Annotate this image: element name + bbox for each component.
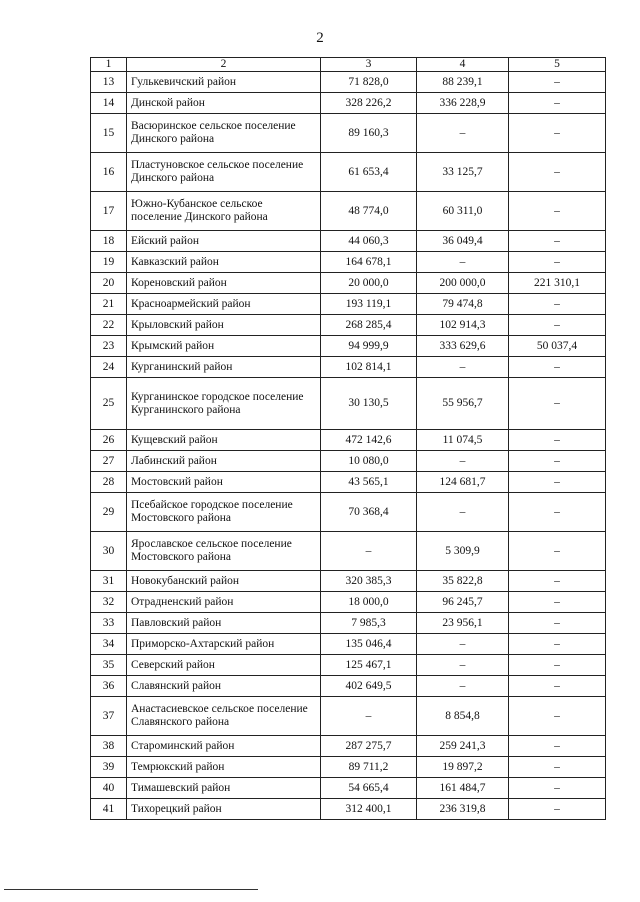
table-row <box>91 736 606 757</box>
row-value-col4: 60 311,0 <box>417 192 509 231</box>
row-number: 26 <box>91 430 127 451</box>
row-value-col3: 102 814,1 <box>321 357 417 378</box>
table-row <box>91 114 606 153</box>
row-value-col3: 94 999,9 <box>321 336 417 357</box>
row-value-col3: 54 665,4 <box>321 778 417 799</box>
row-value-col4: 336 228,9 <box>417 93 509 114</box>
table-row <box>91 231 606 252</box>
table-row <box>91 315 606 336</box>
row-number: 16 <box>91 153 127 192</box>
table-row <box>91 676 606 697</box>
row-value-col3: – <box>321 532 417 571</box>
table-row <box>91 613 606 634</box>
table-row <box>91 697 606 736</box>
row-number: 37 <box>91 697 127 736</box>
table-row <box>91 192 606 231</box>
row-value-col4: – <box>417 357 509 378</box>
row-number: 28 <box>91 472 127 493</box>
row-value-col5: – <box>509 451 606 472</box>
table-row <box>91 153 606 192</box>
row-value-col5: – <box>509 799 606 820</box>
row-name: Васюринское сельское поселение Динского района <box>127 114 321 153</box>
row-name: Крымский район <box>127 336 321 357</box>
row-name: Тимашевский район <box>127 778 321 799</box>
row-value-col3: 18 000,0 <box>321 592 417 613</box>
row-number: 21 <box>91 294 127 315</box>
row-name: Анастасиевское сельское поселение Славянского района <box>127 697 321 736</box>
row-number: 39 <box>91 757 127 778</box>
table-row <box>91 757 606 778</box>
row-value-col3: 89 160,3 <box>321 114 417 153</box>
row-value-col5: – <box>509 153 606 192</box>
row-name: Гулькевичский район <box>127 72 321 93</box>
row-name: Южно-Кубанское сельское поселение Динского района <box>127 192 321 231</box>
row-value-col3: 125 467,1 <box>321 655 417 676</box>
row-number: 36 <box>91 676 127 697</box>
row-value-col4: – <box>417 252 509 273</box>
row-name: Лабинский район <box>127 451 321 472</box>
row-number: 14 <box>91 93 127 114</box>
table-row <box>91 430 606 451</box>
row-value-col4: 23 956,1 <box>417 613 509 634</box>
row-value-col4: 161 484,7 <box>417 778 509 799</box>
row-value-col3: 7 985,3 <box>321 613 417 634</box>
table-row <box>91 634 606 655</box>
row-value-col4: 200 000,0 <box>417 273 509 294</box>
row-value-col5: 50 037,4 <box>509 336 606 357</box>
row-name: Отрадненский район <box>127 592 321 613</box>
row-number: 19 <box>91 252 127 273</box>
row-value-col3: 71 828,0 <box>321 72 417 93</box>
row-name: Динской район <box>127 93 321 114</box>
row-name: Крыловский район <box>127 315 321 336</box>
row-value-col5: – <box>509 114 606 153</box>
row-value-col4: 88 239,1 <box>417 72 509 93</box>
row-number: 17 <box>91 192 127 231</box>
row-value-col3: 10 080,0 <box>321 451 417 472</box>
row-value-col3: 135 046,4 <box>321 634 417 655</box>
page-number: 2 <box>316 30 324 46</box>
row-number: 32 <box>91 592 127 613</box>
header-col-4: 4 <box>417 58 509 72</box>
header-col-3: 3 <box>321 58 417 72</box>
footnote-divider <box>4 889 258 890</box>
row-value-col3: 20 000,0 <box>321 273 417 294</box>
table-row <box>91 799 606 820</box>
row-value-col4: 36 049,4 <box>417 231 509 252</box>
row-value-col5: – <box>509 72 606 93</box>
row-number: 20 <box>91 273 127 294</box>
table-row <box>91 252 606 273</box>
row-value-col3: 193 119,1 <box>321 294 417 315</box>
row-name: Староминский район <box>127 736 321 757</box>
row-value-col5: – <box>509 93 606 114</box>
row-number: 23 <box>91 336 127 357</box>
table-row <box>91 378 606 430</box>
row-value-col4: 259 241,3 <box>417 736 509 757</box>
row-number: 40 <box>91 778 127 799</box>
row-value-col5: – <box>509 532 606 571</box>
table-row <box>91 592 606 613</box>
row-value-col4: 11 074,5 <box>417 430 509 451</box>
row-name: Псебайское городское поселение Мостовского района <box>127 493 321 532</box>
row-value-col4: 333 629,6 <box>417 336 509 357</box>
row-name: Новокубанский район <box>127 571 321 592</box>
table-row <box>91 532 606 571</box>
header-col-2: 2 <box>127 58 321 72</box>
row-value-col4: – <box>417 493 509 532</box>
row-name: Темрюкский район <box>127 757 321 778</box>
row-value-col5: – <box>509 634 606 655</box>
row-value-col5: – <box>509 778 606 799</box>
row-value-col4: 5 309,9 <box>417 532 509 571</box>
row-number: 22 <box>91 315 127 336</box>
row-value-col3: 287 275,7 <box>321 736 417 757</box>
table-row <box>91 472 606 493</box>
table-header-row <box>91 58 606 72</box>
row-value-col5: – <box>509 493 606 532</box>
row-value-col3: 30 130,5 <box>321 378 417 430</box>
row-value-col3: 320 385,3 <box>321 571 417 592</box>
row-value-col4: 8 854,8 <box>417 697 509 736</box>
row-number: 33 <box>91 613 127 634</box>
row-value-col4: 79 474,8 <box>417 294 509 315</box>
row-value-col5: – <box>509 378 606 430</box>
table-row <box>91 778 606 799</box>
row-value-col5: – <box>509 736 606 757</box>
row-value-col5: – <box>509 357 606 378</box>
table-row <box>91 493 606 532</box>
table-row <box>91 72 606 93</box>
row-value-col4: – <box>417 451 509 472</box>
row-name: Ейский район <box>127 231 321 252</box>
table-row <box>91 93 606 114</box>
row-value-col3: 61 653,4 <box>321 153 417 192</box>
row-value-col3: 312 400,1 <box>321 799 417 820</box>
row-value-col5: – <box>509 697 606 736</box>
row-value-col5: – <box>509 571 606 592</box>
row-value-col3: 402 649,5 <box>321 676 417 697</box>
row-name: Красноармейский район <box>127 294 321 315</box>
row-name: Пластуновское сельское поселение Динского района <box>127 153 321 192</box>
table-row <box>91 336 606 357</box>
row-name: Курганинское городское поселение Курганинского района <box>127 378 321 430</box>
row-number: 35 <box>91 655 127 676</box>
row-name: Кавказский район <box>127 252 321 273</box>
row-number: 31 <box>91 571 127 592</box>
row-name: Павловский район <box>127 613 321 634</box>
row-value-col5: – <box>509 231 606 252</box>
table-row <box>91 294 606 315</box>
row-value-col4: 19 897,2 <box>417 757 509 778</box>
row-number: 25 <box>91 378 127 430</box>
row-value-col3: – <box>321 697 417 736</box>
row-value-col5: – <box>509 592 606 613</box>
row-name: Кущевский район <box>127 430 321 451</box>
row-value-col3: 268 285,4 <box>321 315 417 336</box>
row-value-col4: 124 681,7 <box>417 472 509 493</box>
row-number: 27 <box>91 451 127 472</box>
row-value-col5: – <box>509 294 606 315</box>
row-value-col4: 35 822,8 <box>417 571 509 592</box>
row-number: 13 <box>91 72 127 93</box>
row-value-col3: 43 565,1 <box>321 472 417 493</box>
row-value-col3: 70 368,4 <box>321 493 417 532</box>
row-value-col5: – <box>509 757 606 778</box>
row-number: 30 <box>91 532 127 571</box>
row-value-col4: – <box>417 634 509 655</box>
row-value-col3: 328 226,2 <box>321 93 417 114</box>
row-value-col5: – <box>509 315 606 336</box>
row-value-col4: – <box>417 655 509 676</box>
row-value-col4: 55 956,7 <box>417 378 509 430</box>
row-value-col4: 96 245,7 <box>417 592 509 613</box>
row-value-col5: – <box>509 430 606 451</box>
row-number: 15 <box>91 114 127 153</box>
row-name: Приморско-Ахтарский район <box>127 634 321 655</box>
row-value-col3: 89 711,2 <box>321 757 417 778</box>
row-number: 24 <box>91 357 127 378</box>
header-col-1: 1 <box>91 58 127 72</box>
row-number: 34 <box>91 634 127 655</box>
row-number: 29 <box>91 493 127 532</box>
row-value-col3: 472 142,6 <box>321 430 417 451</box>
row-name: Ярославское сельское поселение Мостовского района <box>127 532 321 571</box>
header-col-5: 5 <box>509 58 606 72</box>
row-name: Курганинский район <box>127 357 321 378</box>
row-value-col3: 48 774,0 <box>321 192 417 231</box>
row-value-col4: 33 125,7 <box>417 153 509 192</box>
row-value-col5: – <box>509 472 606 493</box>
row-value-col3: 44 060,3 <box>321 231 417 252</box>
table-row <box>91 357 606 378</box>
row-value-col4: 236 319,8 <box>417 799 509 820</box>
row-name: Мостовский район <box>127 472 321 493</box>
row-name: Славянский район <box>127 676 321 697</box>
row-value-col4: 102 914,3 <box>417 315 509 336</box>
table-body <box>91 72 606 820</box>
row-value-col4: – <box>417 676 509 697</box>
row-value-col5: 221 310,1 <box>509 273 606 294</box>
row-value-col5: – <box>509 252 606 273</box>
table-row <box>91 571 606 592</box>
row-name: Кореновский район <box>127 273 321 294</box>
data-table <box>90 57 606 820</box>
row-name: Северский район <box>127 655 321 676</box>
row-value-col5: – <box>509 676 606 697</box>
table-row <box>91 655 606 676</box>
row-number: 41 <box>91 799 127 820</box>
row-value-col5: – <box>509 192 606 231</box>
row-number: 18 <box>91 231 127 252</box>
row-number: 38 <box>91 736 127 757</box>
row-value-col5: – <box>509 655 606 676</box>
row-value-col5: – <box>509 613 606 634</box>
row-value-col3: 164 678,1 <box>321 252 417 273</box>
row-name: Тихорецкий район <box>127 799 321 820</box>
table-row <box>91 451 606 472</box>
table-row <box>91 273 606 294</box>
row-value-col4: – <box>417 114 509 153</box>
